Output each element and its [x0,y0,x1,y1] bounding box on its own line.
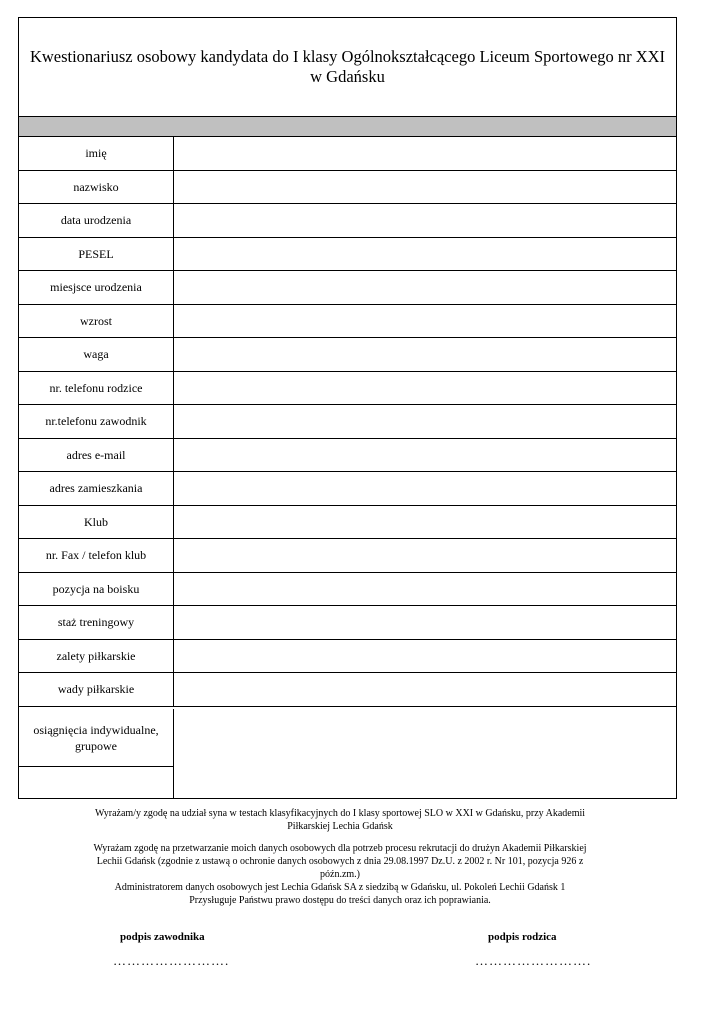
field-rows [19,137,676,707]
field-label: miesjsce urodzenia [19,271,174,304]
field-value[interactable] [174,338,676,371]
field-value[interactable] [174,271,676,304]
field-row [19,338,676,372]
field-value[interactable] [174,606,676,639]
field-value[interactable] [174,405,676,438]
field-row [19,472,676,506]
field-value[interactable] [174,573,676,606]
field-value[interactable] [174,137,676,170]
field-row [19,204,676,238]
achievements-row [19,709,676,799]
field-row [19,439,676,473]
consent-rights: Przysługuje Państwu prawo dostępu do treści danych oraz ich poprawiania. [189,895,491,906]
field-value[interactable] [174,506,676,539]
field-label: pozycja na boisku [19,573,174,606]
field-label: nr. telefonu rodzice [19,372,174,405]
field-row [19,271,676,305]
field-label: imię [19,137,174,170]
field-row [19,238,676,272]
field-row [19,372,676,406]
achievements-label-col [19,709,174,799]
field-row [19,506,676,540]
field-value[interactable] [174,204,676,237]
field-label: nr. Fax / telefon klub [19,539,174,572]
field-row [19,305,676,339]
field-label: nazwisko [19,171,174,204]
field-label: data urodzenia [19,204,174,237]
field-label: waga [19,338,174,371]
achievements-label: osiągnięcia indywidualne, grupowe [19,709,173,767]
field-value[interactable] [174,673,676,706]
field-value[interactable] [174,439,676,472]
field-row [19,673,676,707]
field-row [19,640,676,674]
field-row [19,606,676,640]
field-label: staż treningowy [19,606,174,639]
field-value[interactable] [174,372,676,405]
consent-administrator: Administratorem danych osobowych jest Lechia Gdańsk SA z siedzibą w Gdańsku, ul. Pokoleń Lechii Gdańsk 1 [114,882,566,893]
consent-data-processing: Wyrażam zgodę na przetwarzanie moich danych osobowych dla potrzeb procesu rekrutacji do drużyn Akademii Piłkarskiej Lechii Gdańsk (zgodnie z ustawą o ochronie danych osobowych z dnia 29.08.1997 Dz.U. z 2002 r. Nr 101, pozycja 926 z późn.zm.) [93,843,587,880]
field-value[interactable] [174,640,676,673]
achievements-value-field[interactable] [174,709,676,799]
form-title: Kwestionariusz osobowy kandydata do I klasy Ogólnokształcącego Liceum Sportowego nr XXI w Gdańsku [19,18,676,117]
questionnaire-form [18,17,677,799]
parent-signature-label: podpis rodzica [488,931,557,943]
field-value[interactable] [174,472,676,505]
field-label: Klub [19,506,174,539]
field-row [19,539,676,573]
field-label: wady piłkarskie [19,673,174,706]
field-label: wzrost [19,305,174,338]
field-row [19,405,676,439]
field-label: adres e-mail [19,439,174,472]
field-label: adres zamieszkania [19,472,174,505]
consent-test: Wyrażam/y zgodę na udział syna w testach klasyfikacyjnych do I klasy sportowej SLO w XXI w Gdańsku, przy Akademii Piłkarskiej Lechia Gdańsk [94,808,586,832]
header-bar [19,117,676,137]
field-row [19,171,676,205]
field-value[interactable] [174,305,676,338]
field-label: nr.telefonu zawodnik [19,405,174,438]
field-label: zalety piłkarskie [19,640,174,673]
field-value[interactable] [174,238,676,271]
field-value[interactable] [174,539,676,572]
field-row [19,573,676,607]
field-label: PESEL [19,238,174,271]
field-value[interactable] [174,171,676,204]
parent-signature-line[interactable]: ……………………. [475,953,592,968]
player-signature-label: podpis zawodnika [120,931,205,943]
player-signature-line[interactable]: ……………………. [113,953,230,968]
consent-data [90,842,590,907]
field-row [19,137,676,171]
